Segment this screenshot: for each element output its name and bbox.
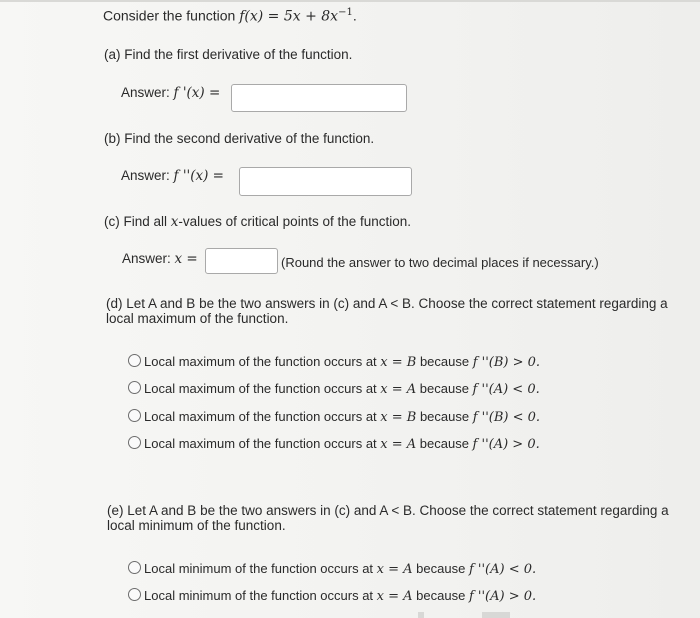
radio-icon[interactable] xyxy=(128,588,141,601)
part-a-answer-label: Answer: xyxy=(121,85,174,100)
radio-icon[interactable] xyxy=(128,561,141,574)
option-math: x = A xyxy=(380,437,417,452)
option-condition: f ''(B) < 0. xyxy=(472,410,541,425)
option-text: Local maximum of the function occurs at xyxy=(144,354,381,369)
part-b-answer-label-row xyxy=(121,168,224,184)
option-because: because xyxy=(416,409,473,424)
part-b-answer-label: Answer: xyxy=(121,168,174,183)
intro-exponent: −1 xyxy=(338,7,353,18)
part-c-question-suffix: -values of critical points of the function. xyxy=(178,214,412,229)
cutoff-glyph-fragment xyxy=(418,612,424,618)
option-condition: f ''(A) < 0. xyxy=(472,382,540,397)
part-c-question-var: x xyxy=(170,214,179,230)
part-d-option-3[interactable] xyxy=(128,409,540,425)
option-because: because xyxy=(416,354,473,369)
option-condition: f ''(B) > 0. xyxy=(472,355,541,370)
option-text: Local minimum of the function occurs at xyxy=(144,588,377,603)
option-because: because xyxy=(416,381,473,396)
option-text: Local maximum of the function occurs at xyxy=(144,409,381,424)
part-a-answer-input[interactable] xyxy=(231,84,407,112)
cutoff-glyph-fragment xyxy=(482,612,510,618)
option-math: x = A xyxy=(376,562,413,577)
intro-function: f(x) = 5x + 8x xyxy=(239,8,339,25)
part-c-answer-label-row xyxy=(122,251,198,267)
part-e-question-line2: local minimum of the function. xyxy=(107,518,286,533)
option-math: x = B xyxy=(380,410,417,425)
part-c-answer-input[interactable] xyxy=(205,248,278,274)
option-condition: f ''(A) > 0. xyxy=(468,589,537,604)
option-text: Local maximum of the function occurs at xyxy=(144,436,381,451)
part-c-question xyxy=(104,214,411,230)
radio-icon[interactable] xyxy=(128,409,141,422)
option-math: x = A xyxy=(380,382,417,397)
part-b-question: (b) Find the second derivative of the function. xyxy=(104,131,375,146)
part-c-note: (Round the answer to two decimal places if necessary.) xyxy=(281,255,599,270)
option-condition: f ''(A) > 0. xyxy=(472,437,540,452)
part-d-option-1[interactable] xyxy=(128,354,540,370)
option-because: because xyxy=(412,561,469,576)
part-d-question-line1: (d) Let A and B be the two answers in (c) and A < B. Choose the correct statement regarding a xyxy=(106,296,668,311)
part-b-answer-input[interactable] xyxy=(239,167,412,196)
part-d-option-4[interactable] xyxy=(128,436,540,452)
option-math: x = B xyxy=(380,355,417,370)
option-text: Local maximum of the function occurs at xyxy=(144,381,381,396)
part-a-answer-math: f '(x) = xyxy=(173,85,221,101)
part-e-question-line1: (e) Let A and B be the two answers in (c) and A < B. Choose the correct statement regarding a xyxy=(107,503,669,518)
part-e-option-2[interactable] xyxy=(128,588,536,604)
part-d-option-2[interactable] xyxy=(128,381,540,397)
part-a-question: (a) Find the first derivative of the function. xyxy=(104,47,353,62)
part-c-answer-math: x = xyxy=(174,251,198,267)
intro-prefix: Consider the function xyxy=(103,7,240,24)
part-c-question-prefix: (c) Find all xyxy=(104,214,171,229)
option-because: because xyxy=(412,588,469,603)
intro-line xyxy=(103,7,357,25)
part-c-answer-label: Answer: xyxy=(122,251,175,266)
radio-icon[interactable] xyxy=(128,354,141,367)
radio-icon[interactable] xyxy=(128,436,141,449)
part-b-answer-math: f ''(x) = xyxy=(173,168,224,184)
top-divider xyxy=(0,0,700,2)
part-e-option-1[interactable] xyxy=(128,561,536,577)
part-d-question-line2: local maximum of the function. xyxy=(106,311,289,326)
part-a-answer-label-row xyxy=(121,85,220,101)
option-math: x = A xyxy=(376,589,413,604)
option-condition: f ''(A) < 0. xyxy=(468,562,537,577)
option-because: because xyxy=(416,436,473,451)
option-text: Local minimum of the function occurs at xyxy=(144,561,377,576)
intro-suffix: . xyxy=(352,7,357,24)
radio-icon[interactable] xyxy=(128,381,141,394)
